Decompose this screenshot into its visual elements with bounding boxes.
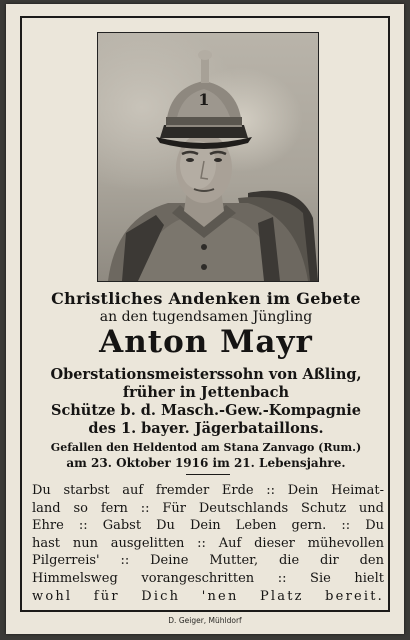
memorial-poem bbox=[32, 482, 384, 605]
unit-line: Schütze b. d. Masch.-Gew.-Kompagnie bbox=[50, 402, 362, 419]
printer-imprint: D. Geiger, Mühldorf bbox=[168, 616, 242, 625]
portrait-photo bbox=[97, 32, 319, 282]
card-heading: Christliches Andenken im Gebete bbox=[51, 289, 361, 308]
origin-line: Oberstationsmeisterssohn von Aßling, bbox=[50, 366, 362, 383]
poem-line: Ehre :: Gabst Du Dein Leben gern. :: Du bbox=[32, 518, 384, 534]
poem-line: wohl für Dich 'nen Platz bereit. bbox=[32, 588, 384, 604]
card-subheading: an den tugendsamen Jüngling bbox=[99, 309, 313, 325]
poem-line: Pilgerreis' :: Deine Mutter, die dir den bbox=[32, 553, 384, 569]
date-line: am 23. Oktober 1916 im 21. Lebensjahre. bbox=[66, 456, 346, 470]
helmet-number: 1 bbox=[198, 90, 210, 109]
poem-line: hast nun ausgelitten :: Auf dieser mühevollen bbox=[32, 535, 384, 551]
earlier-residence-line: früher in Jettenbach bbox=[122, 384, 290, 401]
soldier-portrait-image bbox=[98, 33, 318, 281]
poem-line: Himmelsweg vorangeschritten :: Sie hielt bbox=[32, 570, 384, 586]
poem-line: land so fern :: Für Deutschlands Schutz und bbox=[32, 500, 384, 516]
battalion-line: des 1. bayer. Jägerbataillons. bbox=[88, 420, 324, 437]
deceased-name: Anton Mayr bbox=[99, 324, 313, 360]
poem-line: Du starbst auf fremder Erde :: Dein Heimat- bbox=[32, 483, 384, 498]
divider-rule bbox=[186, 474, 230, 475]
fallen-line: Gefallen den Heldentod am Stana Zanvago (Rum.) bbox=[50, 441, 362, 454]
memorial-card bbox=[6, 4, 404, 634]
